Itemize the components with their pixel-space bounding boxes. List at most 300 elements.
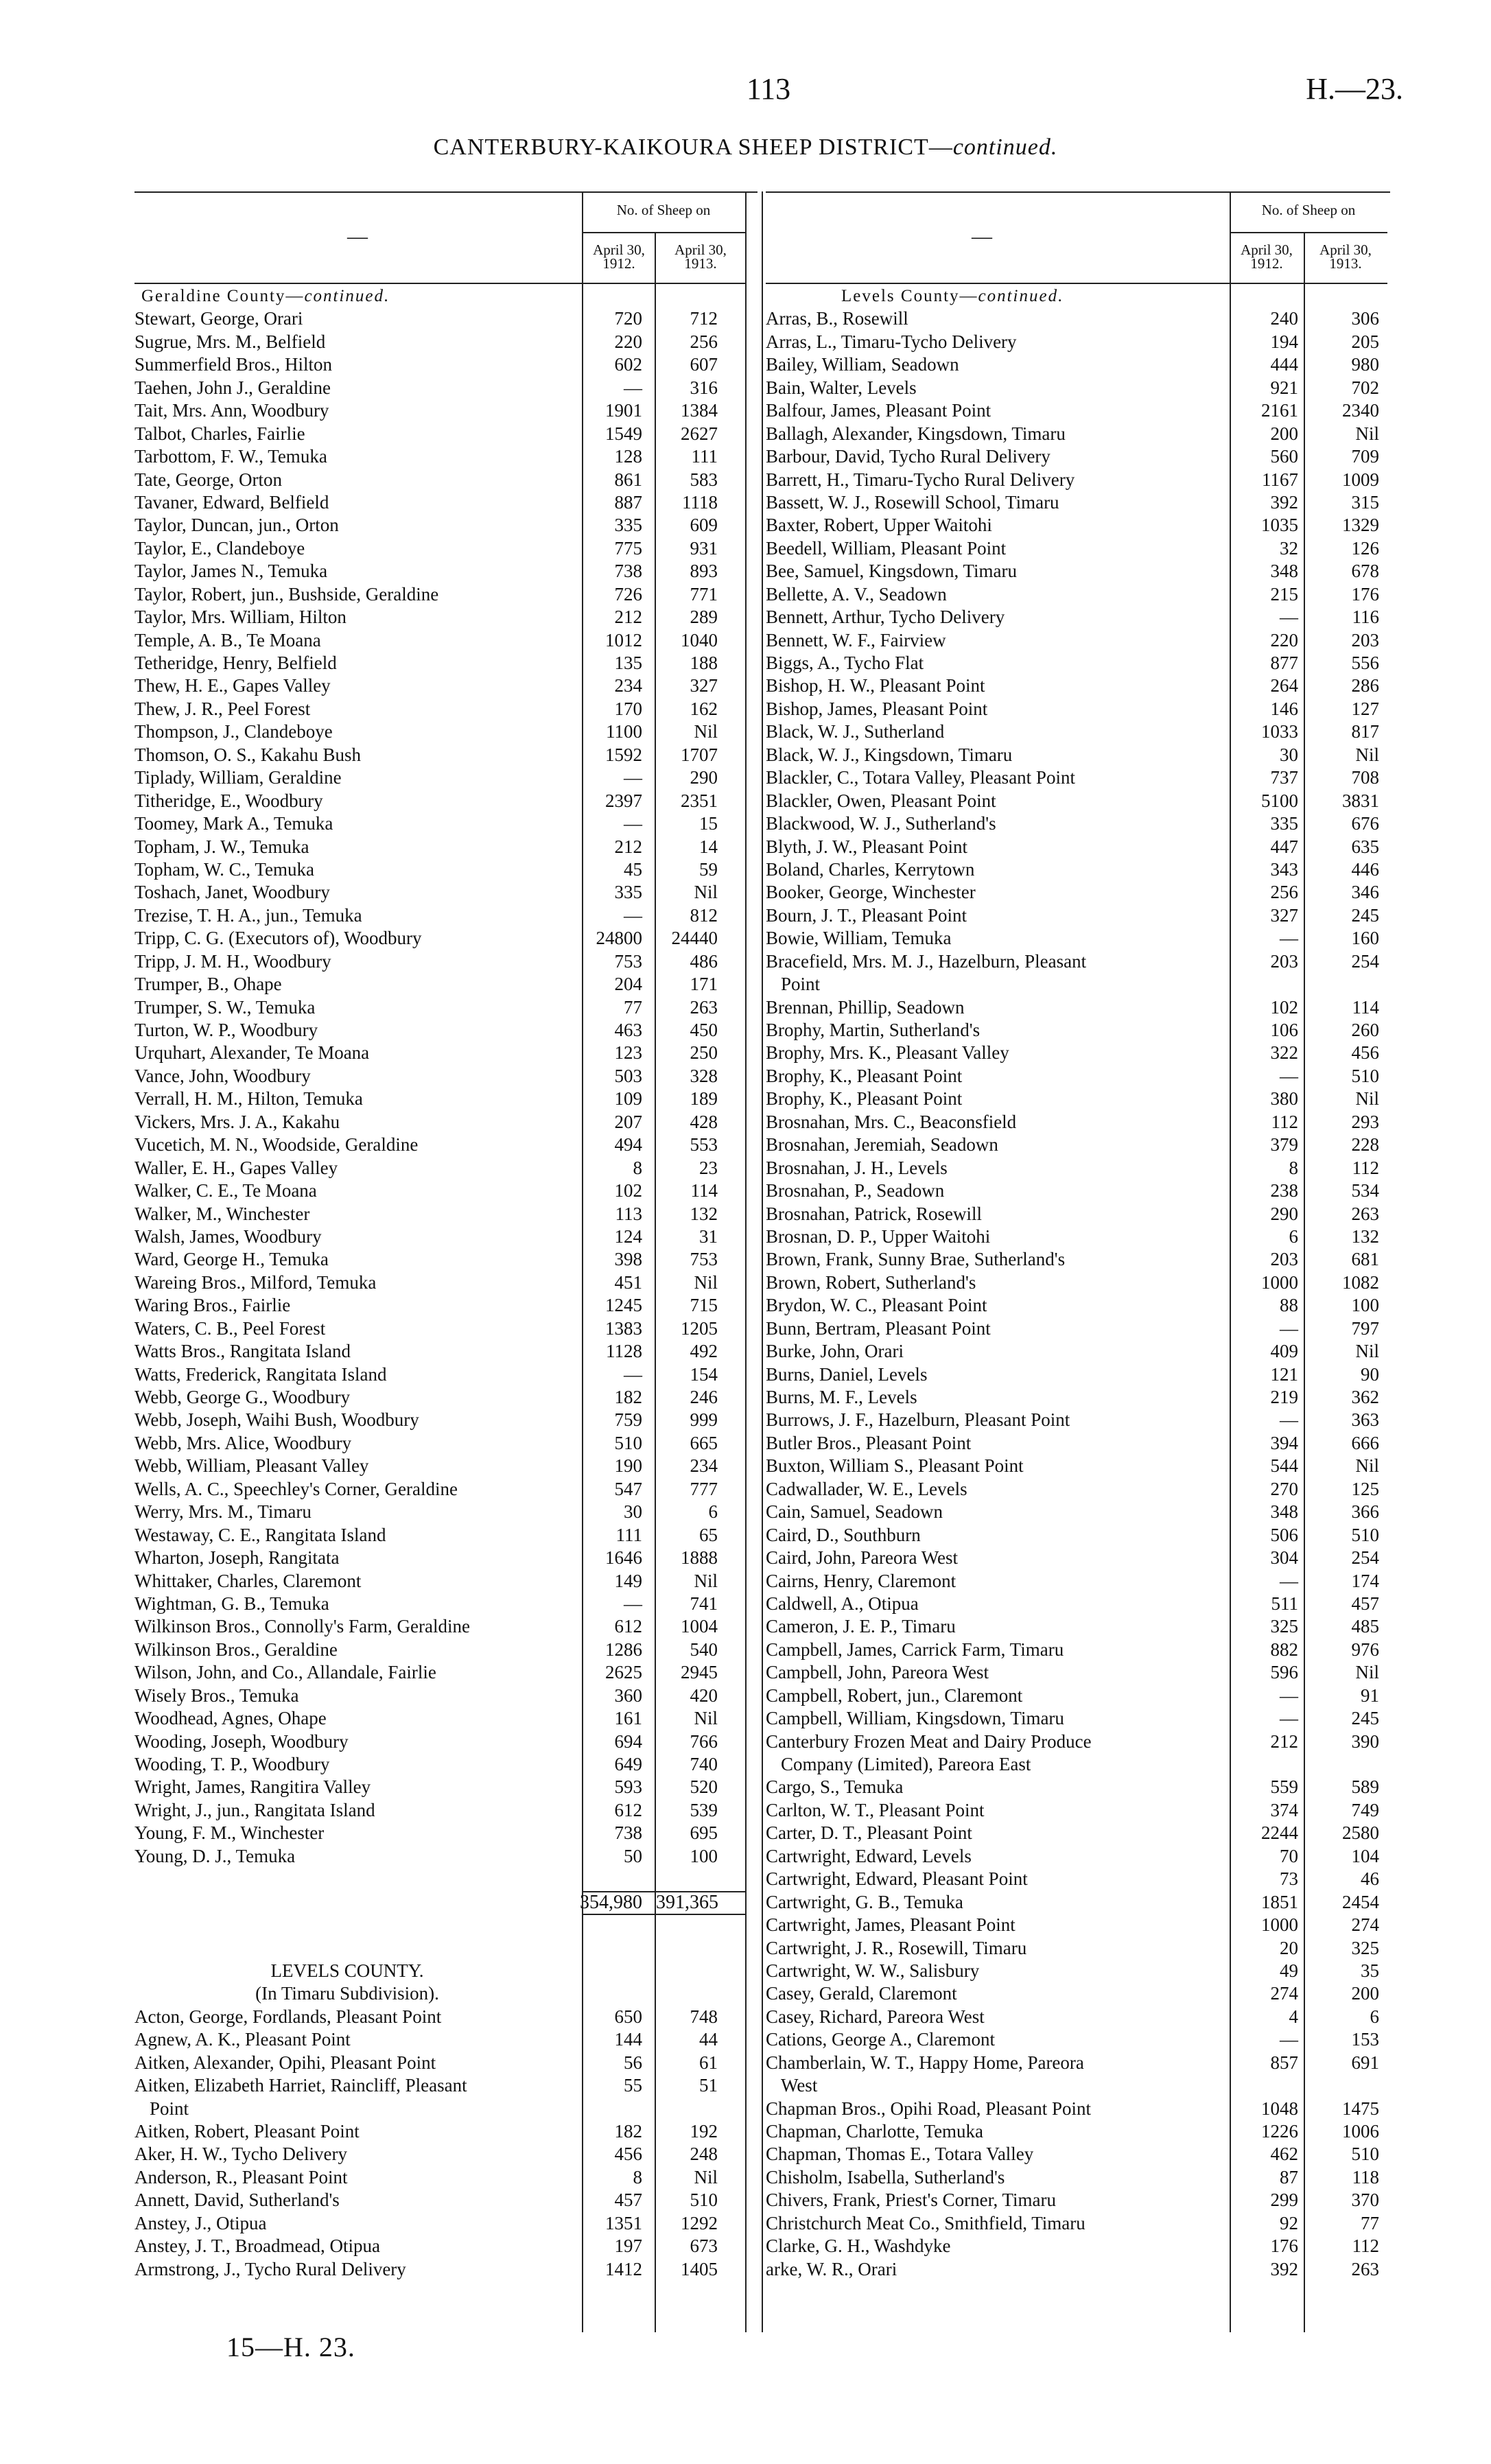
sheep-1913-value: 609 (690, 515, 718, 536)
sheep-1912-value: 270 (1270, 1478, 1298, 1499)
sheep-1912-value: 8 (1289, 1157, 1298, 1178)
sheep-1912-value: 327 (1270, 904, 1298, 926)
sheep-1913-value: 797 (1351, 1317, 1379, 1339)
sheep-1912-value: — (1280, 2029, 1298, 2050)
sheep-1912-value: 112 (1271, 1111, 1298, 1132)
entry-name: Toshach, Janet, Woodbury (134, 882, 330, 903)
sheep-1912-value: 1226 (1261, 2121, 1298, 2142)
entry-name: Bishop, James, Pleasant Point (766, 698, 988, 719)
sheep-1912-value: 720 (614, 308, 642, 329)
entry-name: Wright, James, Rangitira Valley (134, 1776, 371, 1798)
sheep-1912-value: 392 (1270, 2258, 1298, 2279)
entry-name: Levels County— (841, 287, 978, 305)
sheep-1913-value: 23 (699, 1157, 718, 1178)
entry-name: Trezise, T. H. A., jun., Temuka (134, 904, 362, 926)
entry-name: Black, W. J., Sutherland (766, 721, 945, 742)
entry-name: Boland, Charles, Kerrytown (766, 858, 975, 880)
sheep-1912-value: 887 (614, 491, 642, 513)
entry-name: Trumper, B., Ohape (134, 974, 282, 995)
entry-name: Topham, W. C., Temuka (134, 858, 314, 880)
header-col-1913 (657, 243, 744, 270)
sheep-1913-value: 771 (690, 583, 718, 605)
sheep-1912-value: 1383 (605, 1317, 642, 1339)
entry-name: Chapman, Thomas E., Totara Valley (766, 2144, 1034, 2165)
entry-name: Bunn, Bertram, Pleasant Point (766, 1317, 991, 1339)
sheep-1912-value: 106 (1270, 1020, 1298, 1040)
entry-name: Brown, Robert, Sutherland's (766, 1271, 976, 1293)
sheep-1912-value: 290 (1270, 1203, 1298, 1224)
entry-name: Young, F. M., Winchester (134, 1822, 325, 1844)
sheep-1912-value: 1012 (605, 629, 642, 650)
entry-name: Waters, C. B., Peel Forest (134, 1317, 326, 1339)
sheep-1912-value: 1549 (605, 423, 642, 444)
sheep-1913-value: 510 (1351, 2144, 1379, 2165)
sheep-1913-value: 676 (1351, 813, 1379, 834)
sheep-1913-value: 246 (690, 1387, 718, 1407)
sheep-1912-value: 102 (1270, 996, 1298, 1018)
sheep-1913-value: 65 (699, 1524, 718, 1545)
entry-name: arke, W. R., Orari (766, 2258, 897, 2279)
sheep-1912-value: 30 (624, 1501, 642, 1523)
sheep-1913-value: Nil (694, 882, 718, 903)
sheep-1913-value: 1707 (681, 744, 718, 765)
sheep-1913-value: 100 (1351, 1295, 1379, 1316)
sheep-1912-value: 348 (1270, 1501, 1298, 1523)
sheep-1912-value: 612 (614, 1799, 642, 1820)
entry-name: Company (Limited), Pareora East (781, 1754, 1031, 1774)
entry-name: Urquhart, Alexander, Te Moana (134, 1042, 370, 1064)
sheep-1913-value: 15 (699, 813, 718, 834)
sheep-1912-value: 128 (614, 446, 642, 467)
sheep-1913-value: 315 (1351, 491, 1379, 513)
sheep-1912-value: 2244 (1261, 1822, 1298, 1844)
sheep-1913-value: 286 (1351, 675, 1379, 696)
entry-name: Watts Bros., Rangitata Island (134, 1341, 351, 1362)
sheep-1913-value: 540 (690, 1639, 718, 1660)
entry-name: Aker, H. W., Tycho Delivery (134, 2144, 347, 2165)
sheep-1913-value: 248 (690, 2144, 718, 2165)
entry-name: Armstrong, J., Tycho Rural Delivery (134, 2258, 406, 2279)
sheep-1912-value: 325 (1270, 1616, 1298, 1637)
sheep-1912-value: 45 (624, 858, 642, 880)
sheep-1912-value: 1286 (605, 1639, 642, 1660)
sheep-1912-value: 2161 (1261, 400, 1298, 421)
sheep-1913-value: 346 (1351, 882, 1379, 903)
sheep-1913-value: 91 (1361, 1685, 1379, 1706)
sheep-1912-value: 8 (633, 1157, 642, 1178)
entry-name: Carter, D. T., Pleasant Point (766, 1822, 972, 1844)
sheep-1912-value: 176 (1270, 2236, 1298, 2257)
sheep-1913-value: 510 (1351, 1065, 1379, 1086)
sheep-1913-value: 114 (690, 1180, 718, 1201)
sheep-1913-value: 777 (690, 1478, 718, 1499)
sheep-1913-value: 2351 (681, 790, 718, 811)
sheep-1912-value: 374 (1270, 1799, 1298, 1820)
sheep-1913-value: 2627 (681, 423, 718, 444)
sheep-1913-value: 290 (690, 767, 718, 788)
sheep-1913-value: 112 (1352, 2236, 1379, 2257)
header-col-1912-line2: 1912. (1250, 255, 1283, 272)
sheep-1913-value: 976 (1351, 1639, 1379, 1660)
entry-name: Thew, J. R., Peel Forest (134, 698, 311, 719)
sheep-1912-value: 5100 (1261, 790, 1298, 811)
sheep-1912-value: 392 (1270, 491, 1298, 513)
sheep-1912-value: 737 (1270, 767, 1298, 788)
sheep-1912-value: 215 (1270, 583, 1298, 605)
sheep-1913-value: 539 (690, 1799, 718, 1820)
entry-name: Whittaker, Charles, Claremont (134, 1570, 362, 1591)
entry-name: Caird, D., Southburn (766, 1524, 921, 1545)
sheep-1912-value: 510 (614, 1432, 642, 1453)
sheep-1913-value: 457 (1351, 1593, 1379, 1614)
entry-name: Baxter, Robert, Upper Waitohi (766, 515, 992, 536)
sheep-1912-value: 1100 (606, 721, 642, 742)
entry-name: Tiplady, William, Geraldine (134, 767, 342, 788)
sheep-1913-value: 712 (690, 308, 718, 329)
sheep-1912-value: — (624, 767, 642, 788)
entry-name: Cartwright, J. R., Rosewill, Timaru (766, 1937, 1027, 1958)
sheep-1913-value: 250 (690, 1042, 718, 1064)
sheep-1913-value: Nil (1355, 744, 1379, 765)
entry-name: Taylor, Duncan, jun., Orton (134, 515, 339, 536)
sheep-1913-value: Nil (1355, 1662, 1379, 1683)
sheep-1913-value: Nil (694, 2166, 718, 2187)
entry-name: (In Timaru Subdivision). (255, 1983, 439, 2004)
sheep-1912-value: 56 (624, 2052, 642, 2073)
sheep-1912-value: 451 (614, 1271, 642, 1293)
entry-name: Cartwright, G. B., Temuka (766, 1891, 963, 1912)
entry-name: Brosnan, D. P., Upper Waitohi (766, 1225, 991, 1247)
sheep-1912-value: — (624, 377, 642, 398)
top-rule (134, 191, 758, 193)
entry-name: Campbell, Robert, jun., Claremont (766, 1685, 1023, 1706)
entry-name: Temple, A. B., Te Moana (134, 629, 321, 650)
header-col-1913-line1: April 30, (674, 242, 727, 258)
sheep-1913-value: 362 (1351, 1387, 1379, 1407)
sheep-1913-value: 24440 (671, 928, 718, 949)
sheep-1912-value: 738 (614, 561, 642, 582)
entry-name: Anstey, J., Otipua (134, 2212, 267, 2233)
sheep-1912-value: 144 (614, 2029, 642, 2050)
sheep-1912-value: 694 (614, 1730, 642, 1752)
sheep-1913-value: 1205 (681, 1317, 718, 1339)
entry-name: Arras, B., Rosewill (766, 308, 908, 329)
entry-name: Tavaner, Edward, Belfield (134, 491, 329, 513)
sheep-1912-value: 182 (614, 1387, 642, 1407)
sheep-1913-value: 817 (1351, 721, 1379, 742)
sheep-1913-value: 260 (1351, 1020, 1379, 1040)
sheep-1912-value: 87 (1280, 2166, 1298, 2187)
entry-name: Toomey, Mark A., Temuka (134, 813, 333, 834)
sheep-1913-value: 6 (1370, 2006, 1379, 2027)
sheep-1913-value: 118 (1352, 2166, 1379, 2187)
sheep-1912-value: — (1280, 1065, 1298, 1086)
entry-name: Taylor, James N., Temuka (134, 561, 328, 582)
entry-name: LEVELS COUNTY. (270, 1960, 424, 1981)
sheep-1912-value: 274 (1270, 1983, 1298, 2004)
entry-name: Clarke, G. H., Washdyke (766, 2236, 951, 2257)
entry-name: Bellette, A. V., Seadown (766, 583, 947, 605)
entry-name: Tripp, C. G. (Executors of), Woodbury (134, 928, 422, 949)
sheep-1913-value: 104 (1351, 1845, 1379, 1866)
sheep-1913-value: 228 (1351, 1134, 1379, 1155)
entry-name: Stewart, George, Orari (134, 308, 303, 329)
sheep-1912-value: 77 (624, 996, 642, 1018)
sheep-1912-value: 1245 (605, 1295, 642, 1316)
sheep-1912-value: 335 (614, 882, 642, 903)
sheep-1912-value: 398 (614, 1249, 642, 1270)
sheep-1913-value: 485 (1351, 1616, 1379, 1637)
sheep-1913-value: 812 (690, 904, 718, 926)
entry-name: Brophy, Mrs. K., Pleasant Valley (766, 1042, 1009, 1064)
sheep-1912-value: 161 (614, 1708, 642, 1729)
sheep-1912-value: 55 (624, 2075, 642, 2096)
sheep-1912-value: 596 (1270, 1662, 1298, 1683)
sheep-1913-value: 263 (690, 996, 718, 1018)
sheep-1912-value: 194 (1270, 331, 1298, 352)
sheep-1912-value: 649 (614, 1754, 642, 1774)
sheep-1912-value: 447 (1270, 836, 1298, 857)
sheep-1913-value: 200 (1351, 1983, 1379, 2004)
entry-name: Caldwell, A., Otipua (766, 1593, 919, 1614)
sheep-1913-value: 176 (1351, 583, 1379, 605)
header-col-1913 (1305, 243, 1386, 270)
entry-name: Walker, M., Winchester (134, 1203, 310, 1224)
entry-name: Webb, Joseph, Waihi Bush, Woodbury (134, 1409, 419, 1431)
entry-name: West (781, 2075, 818, 2096)
sheep-1913-value: 203 (1351, 629, 1379, 650)
entry-name: Burrows, J. F., Hazelburn, Pleasant Point (766, 1409, 1070, 1431)
entry-name: Bain, Walter, Levels (766, 377, 917, 398)
sheep-1912-value: 203 (1270, 1249, 1298, 1270)
sheep-1913-value: 486 (690, 950, 718, 972)
entry-name: Sugrue, Mrs. M., Belfield (134, 331, 326, 352)
sheep-1912-value: 299 (1270, 2190, 1298, 2211)
sheep-1912-value: 197 (614, 2236, 642, 2257)
sheep-1913-value: 100 (690, 1845, 718, 1866)
sheep-1912-value: 1351 (605, 2212, 642, 2233)
entry-name: Cartwright, Edward, Levels (766, 1845, 972, 1866)
sheep-1912-value: 921 (1270, 377, 1298, 398)
sheep-1913-value: 556 (1351, 653, 1379, 673)
entry-name: Thomson, O. S., Kakahu Bush (134, 744, 361, 765)
sheep-1913-value: 635 (1351, 836, 1379, 857)
sheep-1912-value: 593 (614, 1776, 642, 1798)
sheep-1912-value: 88 (1280, 1295, 1298, 1316)
sheep-1912-value: 212 (1270, 1730, 1298, 1752)
entry-name: Waring Bros., Fairlie (134, 1295, 291, 1316)
sheep-1912-value: 335 (614, 515, 642, 536)
entry-name: Brophy, Martin, Sutherland's (766, 1020, 981, 1040)
entry-name: Casey, Richard, Pareora West (766, 2006, 985, 2027)
entry-name: Geraldine County— (141, 287, 305, 305)
entry-name: Werry, Mrs. M., Timaru (134, 1501, 312, 1523)
sheep-1913-value: 289 (690, 607, 718, 628)
sheep-1912-value: 775 (614, 537, 642, 559)
sheep-1912-value: 32 (1280, 537, 1298, 559)
sheep-1912-value: 503 (614, 1065, 642, 1086)
sheep-1913-value: 160 (1351, 928, 1379, 949)
sheep-1912-value: 1592 (605, 744, 642, 765)
entry-name: Summerfield Bros., Hilton (134, 354, 332, 375)
column-rule (745, 191, 747, 2332)
entry-name: Brophy, K., Pleasant Point (766, 1088, 963, 1110)
sheep-1912-value: 200 (1270, 423, 1298, 444)
entry-name: Waller, E. H., Gapes Valley (134, 1157, 338, 1178)
entry-name: Ballagh, Alexander, Kingsdown, Timaru (766, 423, 1066, 444)
sheep-1913-value: Nil (1355, 1455, 1379, 1477)
sheep-1913-value: 534 (1351, 1180, 1379, 1201)
entry-name: Tait, Mrs. Ann, Woodbury (134, 400, 329, 421)
entry-name: Westaway, C. E., Rangitata Island (134, 1524, 386, 1545)
sheep-1913-value: Nil (694, 1570, 718, 1591)
entry-name: Wooding, T. P., Woodbury (134, 1754, 330, 1774)
column-rule (762, 191, 763, 2332)
sheep-1913-value: 263 (1351, 2258, 1379, 2279)
sheep-1912-value: 204 (614, 974, 642, 995)
sheep-1913-value: 741 (690, 1593, 718, 1614)
sheep-1913-value: 61 (699, 2052, 718, 2073)
sheep-1912-value: 135 (614, 653, 642, 673)
sheep-1912-value: 92 (1280, 2212, 1298, 2233)
entry-name: Woodhead, Agnes, Ohape (134, 1708, 327, 1729)
sheep-1912-value: 190 (614, 1455, 642, 1477)
entry-name: Brosnahan, Mrs. C., Beaconsfield (766, 1111, 1017, 1132)
entry-name: Butler Bros., Pleasant Point (766, 1432, 972, 1453)
sheep-1913-value: 931 (690, 537, 718, 559)
entry-name: Bailey, William, Seadown (766, 354, 959, 375)
entry-name: Burke, John, Orari (766, 1341, 904, 1362)
entry-name: Caird, John, Pareora West (766, 1547, 959, 1569)
sheep-1913-value: 2340 (1342, 400, 1379, 421)
sheep-1912-value: 379 (1270, 1134, 1298, 1155)
sheep-1912-value: 360 (614, 1685, 642, 1706)
sheep-1913-value: 450 (690, 1020, 718, 1040)
entry-name: Cartwright, Edward, Pleasant Point (766, 1868, 1028, 1890)
sheep-1912-value: 1033 (1261, 721, 1298, 742)
sheep-1913-value: 114 (1352, 996, 1379, 1018)
header-col-1913-line2: 1913. (1329, 255, 1362, 272)
entry-name: Webb, Mrs. Alice, Woodbury (134, 1432, 352, 1453)
sheep-1912-value: — (1280, 1409, 1298, 1431)
sheep-1913-value: 154 (690, 1363, 718, 1385)
sheep-1913-value: 316 (690, 377, 718, 398)
entry-name: Bassett, W. J., Rosewill School, Timaru (766, 491, 1059, 513)
sheep-1912-value: 2625 (605, 1662, 642, 1683)
section-heading-text (141, 285, 390, 307)
entry-name: Burns, Daniel, Levels (766, 1363, 928, 1385)
entry-name: Bowie, William, Temuka (766, 928, 952, 949)
header-col-1913-line1: April 30, (1319, 242, 1372, 258)
sheep-1913-value: 14 (699, 836, 718, 857)
entry-name: Bee, Samuel, Kingsdown, Timaru (766, 561, 1018, 582)
sheep-1913-value: 695 (690, 1822, 718, 1844)
sheep-1912-value: 70 (1280, 1845, 1298, 1866)
entry-name: Aitken, Robert, Pleasant Point (134, 2121, 360, 2142)
entry-name: Black, W. J., Kingsdown, Timaru (766, 744, 1013, 765)
header-col-1912-line1: April 30, (593, 242, 645, 258)
sheep-1912-value: 212 (614, 607, 642, 628)
entry-name: Topham, J. W., Temuka (134, 836, 309, 857)
entry-name: Walker, C. E., Te Moana (134, 1180, 317, 1201)
sheep-1912-value: 1646 (605, 1547, 642, 1569)
section-heading-text (841, 285, 1064, 307)
sheep-1912-value: 256 (1270, 882, 1298, 903)
entry-name: Point (781, 974, 821, 995)
entry-name: Acton, George, Fordlands, Pleasant Point (134, 2006, 442, 2027)
sheep-1913-value: 678 (1351, 561, 1379, 582)
sheep-1913-value: 2454 (1342, 1891, 1379, 1912)
sheep-1912-value: 1412 (605, 2258, 642, 2279)
sheep-1912-value: 207 (614, 1111, 642, 1132)
sheep-1913-value: 188 (690, 653, 718, 673)
sheep-1913-value: 205 (1351, 331, 1379, 352)
entry-name: Wisely Bros., Temuka (134, 1685, 299, 1706)
sheep-1913-value: 1405 (681, 2258, 718, 2279)
sheep-1913-value: 171 (690, 974, 718, 995)
sheep-1912-value: 612 (614, 1616, 642, 1637)
sheep-1913-value: 1040 (681, 629, 718, 650)
entry-name: Brosnahan, J. H., Levels (766, 1157, 948, 1178)
sheep-1913-value: 174 (1351, 1570, 1379, 1591)
sheep-1912-value: 463 (614, 1020, 642, 1040)
column-rule (1304, 232, 1305, 2332)
sheep-1913-value: 1082 (1342, 1271, 1379, 1293)
top-rule (766, 191, 1390, 193)
sheep-1913-value: 2945 (681, 1662, 718, 1683)
sheep-1912-value: 24800 (596, 928, 642, 949)
sheep-1913-value: 715 (690, 1295, 718, 1316)
sheep-1913-value: 90 (1361, 1363, 1379, 1385)
entry-name: Agnew, A. K., Pleasant Point (134, 2029, 351, 2050)
sheep-1912-value: 322 (1270, 1042, 1298, 1064)
entry-name: Wightman, G. B., Temuka (134, 1593, 329, 1614)
entry-name: Booker, George, Winchester (766, 882, 976, 903)
entry-name: Taylor, Robert, jun., Bushside, Geraldine (134, 583, 439, 605)
sheep-1912-value: 109 (614, 1088, 642, 1110)
entry-name: Trumper, S. W., Temuka (134, 996, 316, 1018)
entry-name: Christchurch Meat Co., Smithfield, Timaru (766, 2212, 1085, 2233)
entry-name: Blyth, J. W., Pleasant Point (766, 836, 968, 857)
sheep-1913-value: 126 (1351, 537, 1379, 559)
sheep-1913-value: 162 (690, 698, 718, 719)
sheep-1912-value: 1000 (1261, 1271, 1298, 1293)
entry-name: Cameron, J. E. P., Timaru (766, 1616, 956, 1637)
entry-name: Brosnahan, Patrick, Rosewill (766, 1203, 982, 1224)
sheep-1913-value: 673 (690, 2236, 718, 2257)
entry-name: Watts, Frederick, Rangitata Island (134, 1363, 387, 1385)
entry-name: Cartwright, W. W., Salisbury (766, 1960, 980, 1981)
sheep-1913-value: 112 (1352, 1157, 1379, 1178)
header-col-1913-line2: 1913. (684, 255, 717, 272)
entry-name: Vucetich, M. N., Woodside, Geraldine (134, 1134, 419, 1155)
entry-name: Thew, H. E., Gapes Valley (134, 675, 331, 696)
sheep-1912-value: 759 (614, 1409, 642, 1431)
sheep-1913-value: 51 (699, 2075, 718, 2096)
sheep-1912-value: 49 (1280, 1960, 1298, 1981)
sheep-1913-value: 553 (690, 1134, 718, 1155)
sheep-1912-value: 102 (614, 1180, 642, 1201)
sheep-1913-value: 127 (1351, 698, 1379, 719)
sheep-1912-value: 457 (614, 2190, 642, 2211)
sheep-1913-value: 980 (1351, 354, 1379, 375)
header-bottom-rule (134, 283, 745, 284)
entry-name: Cartwright, James, Pleasant Point (766, 1914, 1015, 1936)
sheep-1913-value: 116 (1352, 607, 1379, 628)
sheep-1913-value: Nil (694, 721, 718, 742)
sheep-1913-value: 293 (1351, 1111, 1379, 1132)
sheep-1913-value: 1329 (1342, 515, 1379, 536)
